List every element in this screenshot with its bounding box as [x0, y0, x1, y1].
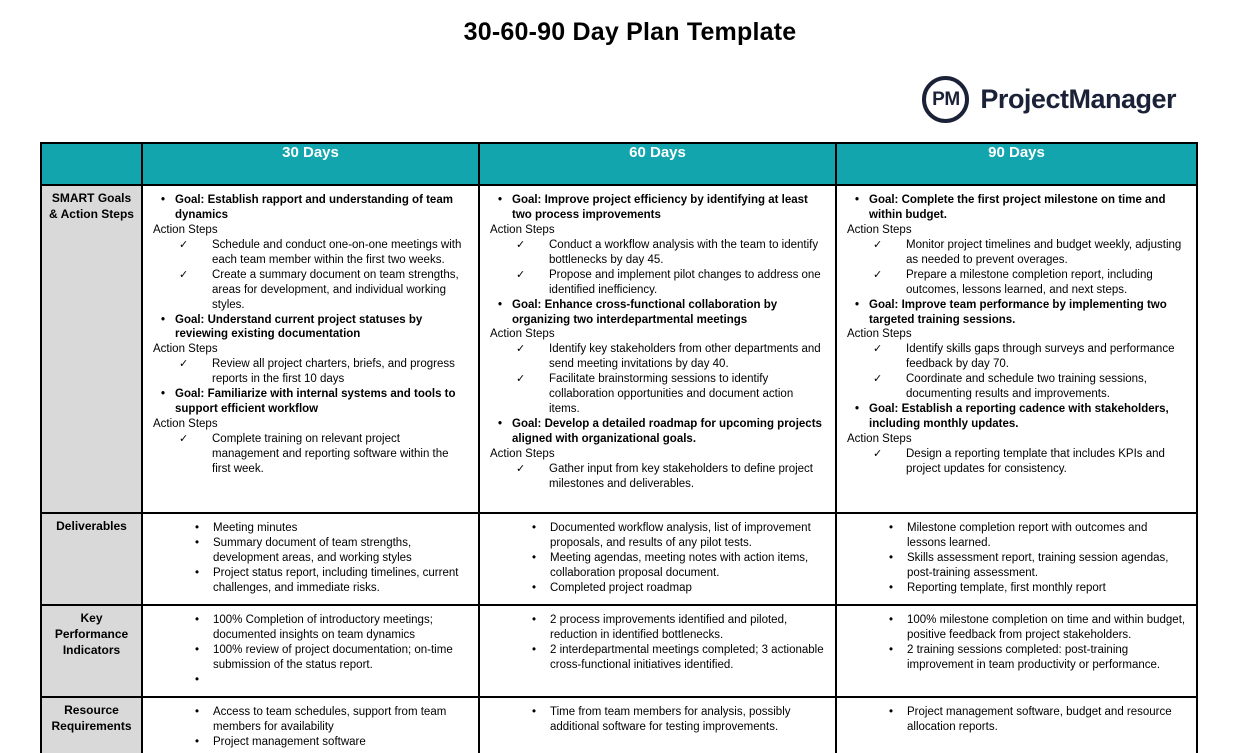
- action-step-item-text: Prepare a milestone completion report, including outcomes, lessons learned, and next steps.: [906, 268, 1153, 296]
- action-steps-label: Action Steps: [847, 433, 912, 445]
- list-item-text: Reporting template, first monthly report: [907, 581, 1106, 594]
- list-item: [195, 643, 468, 673]
- cell-kpi-90: [836, 605, 1197, 697]
- check-icon: ✓: [873, 343, 883, 356]
- bullet-icon: •: [195, 522, 200, 534]
- list-item-text: Completed project roadmap: [550, 581, 692, 594]
- list-item-text: 2 training sessions completed: post-training improvement in team productivity or performance.: [907, 643, 1161, 671]
- action-step-item-text: Facilitate brainstorming sessions to identify collaboration opportunities and document action items.: [549, 373, 794, 416]
- table-row-resources: [41, 697, 1197, 753]
- list-item-text: 2 process improvements identified and piloted, reduction in identified bottlenecks.: [550, 614, 788, 641]
- action-step-item: [873, 268, 1186, 298]
- action-step-item: [179, 238, 468, 268]
- list-item: [195, 613, 468, 643]
- cell-kpi-60: [479, 605, 836, 697]
- action-steps-label: Action Steps: [490, 223, 555, 236]
- action-step-item-text: Review all project charters, briefs, and progress reports in the first 10 days: [212, 358, 455, 386]
- action-step-item: [179, 432, 468, 477]
- bullet-icon: •: [498, 418, 503, 431]
- goal-item-text: Goal: Improve team performance by implementing two targeted training sessions.: [869, 298, 1167, 326]
- bullet-icon: •: [889, 706, 894, 718]
- bullet-icon: •: [532, 706, 537, 718]
- list-item-text: Documented workflow analysis, list of improvement proposals, and results of any pilot tests.: [550, 522, 811, 549]
- action-step-item: [516, 342, 825, 372]
- action-steps-label: Action Steps: [153, 418, 218, 431]
- list-item: [532, 521, 825, 551]
- check-icon: ✓: [516, 462, 526, 475]
- bullet-icon: •: [498, 298, 503, 311]
- list-item: [889, 551, 1186, 581]
- bullet-icon: •: [889, 614, 894, 626]
- action-steps-label: Action Steps: [490, 447, 555, 460]
- bullet-icon: •: [532, 522, 537, 534]
- goal-item: [855, 402, 1186, 432]
- check-icon: ✓: [179, 433, 189, 445]
- cell-resources-90: [836, 697, 1197, 753]
- list-item: [532, 551, 825, 581]
- list-item-text: Time from team members for analysis, possibly additional software for testing improvements.: [550, 706, 791, 733]
- header-row: [41, 143, 1197, 185]
- list-item: [532, 613, 825, 643]
- list-item-text: 100% milestone completion on time and within budget, positive feedback from project stakeholders.: [907, 614, 1186, 641]
- row-label-deliverables: Deliverables: [41, 513, 142, 605]
- bullet-icon: •: [889, 551, 894, 564]
- goal-item-text: Goal: Improve project efficiency by identifying at least two process improvements: [512, 194, 808, 221]
- bullet-icon: •: [195, 673, 200, 686]
- page-title: 30-60-90 Day Plan Template: [463, 18, 797, 46]
- row-label-smart-goals: SMART Goals & Action Steps: [41, 185, 142, 513]
- list-item: [889, 643, 1186, 673]
- brand-name: ProjectManager: [980, 84, 1176, 114]
- goal-item: [498, 417, 825, 447]
- action-step-item: [873, 372, 1186, 402]
- list-item: [195, 673, 468, 688]
- check-icon: ✓: [516, 238, 526, 251]
- table-row-kpi: [41, 605, 1197, 697]
- action-step-item: [516, 268, 825, 298]
- cell-smart-90: [836, 185, 1197, 513]
- bullet-icon: •: [889, 581, 894, 594]
- list-item: [195, 735, 468, 750]
- goal-item-text: Goal: Enhance cross-functional collaboration by organizing two interdepartmental meetings: [512, 298, 778, 326]
- goal-item: [498, 298, 825, 328]
- bullet-icon: •: [195, 735, 200, 748]
- action-step-item-text: Schedule and conduct one-on-one meetings with each team member within the first two weeks.: [212, 238, 462, 266]
- goal-item: [855, 193, 1186, 223]
- bullet-icon: •: [532, 643, 537, 656]
- action-step-item-text: Create a summary document on team strengths, areas for development, and individual working styles.: [212, 268, 459, 311]
- header-60-days: 60 Days: [479, 143, 836, 185]
- list-item-text: 100% Completion of introductory meetings; documented insights on team dynamics: [213, 614, 433, 641]
- header-corner-cell: [41, 143, 142, 185]
- list-item: [889, 613, 1186, 643]
- action-step-item-text: Propose and implement pilot changes to address one identified inefficiency.: [549, 268, 821, 296]
- bullet-icon: •: [498, 194, 503, 206]
- cell-resources-60: [479, 697, 836, 753]
- bullet-icon: •: [855, 298, 860, 311]
- goal-item-text: Goal: Understand current project statuses by reviewing existing documentation: [175, 313, 423, 341]
- check-icon: ✓: [516, 373, 526, 386]
- check-icon: ✓: [873, 268, 883, 281]
- action-steps-label: Action Steps: [153, 223, 218, 236]
- list-item-text: Milestone completion report with outcomes and lessons learned.: [907, 522, 1148, 549]
- list-item: [195, 521, 468, 536]
- list-item-text: Meeting agendas, meeting notes with action items, collaboration proposal document.: [550, 551, 809, 579]
- check-icon: ✓: [179, 358, 189, 371]
- list-item-text: Skills assessment report, training session agendas, post-training assessment.: [907, 551, 1169, 579]
- action-step-item: [179, 268, 468, 313]
- list-item-text: Access to team schedules, support from team members for availability: [213, 706, 447, 733]
- bullet-icon: •: [855, 403, 860, 416]
- list-item: [532, 643, 825, 673]
- bullet-icon: •: [532, 581, 537, 594]
- action-step-item: [873, 342, 1186, 372]
- bullet-icon: •: [889, 522, 894, 534]
- cell-deliverables-30: [142, 513, 479, 605]
- action-step-item: [516, 462, 825, 492]
- pm-monogram-text: PM: [932, 88, 960, 110]
- table-row-smart-goals: [41, 185, 1197, 513]
- row-label-resources: Resource Requirements: [41, 697, 142, 753]
- list-item: [889, 521, 1186, 551]
- list-item-text: Project status report, including timelines, current challenges, and immediate risks.: [213, 566, 459, 594]
- action-steps-label: Action Steps: [847, 328, 912, 341]
- action-step-item: [516, 238, 825, 268]
- list-item: [889, 705, 1186, 735]
- goal-item-text: Goal: Familiarize with internal systems and tools to support efficient workflow: [175, 388, 456, 416]
- cell-resources-30: [142, 697, 479, 753]
- action-step-item: [179, 357, 468, 387]
- list-item-text: 2 interdepartmental meetings completed; 3 actionable cross-functional initiatives identified.: [550, 643, 824, 671]
- goal-item: [161, 387, 468, 417]
- goal-item: [161, 313, 468, 343]
- plan-table: [40, 142, 1198, 753]
- action-steps-label: Action Steps: [490, 328, 555, 341]
- action-step-item-text: Monitor project timelines and budget weekly, adjusting as needed to prevent overages.: [906, 238, 1182, 266]
- check-icon: ✓: [516, 343, 526, 356]
- table-row-deliverables: [41, 513, 1197, 605]
- list-item: [195, 705, 468, 735]
- action-step-item-text: Design a reporting template that includes KPIs and project updates for consistency.: [906, 447, 1165, 475]
- action-step-item-text: Gather input from key stakeholders to define project milestones and deliverables.: [549, 462, 814, 490]
- action-step-item-text: Identify key stakeholders from other departments and send meeting invitations by day 40.: [549, 343, 821, 371]
- goal-item: [161, 193, 468, 223]
- header-90-days: 90 Days: [836, 143, 1197, 185]
- goal-item: [498, 193, 825, 223]
- goal-item-text: Goal: Establish rapport and understanding of team dynamics: [175, 194, 453, 221]
- bullet-icon: •: [195, 566, 200, 579]
- list-item: [532, 705, 825, 735]
- bullet-icon: •: [855, 194, 860, 206]
- action-step-item-text: Coordinate and schedule two training sessions, documenting results and improvements.: [906, 373, 1148, 401]
- cell-deliverables-90: [836, 513, 1197, 605]
- check-icon: ✓: [873, 238, 883, 251]
- cell-smart-60: [479, 185, 836, 513]
- action-step-item: [516, 372, 825, 417]
- cell-smart-30: [142, 185, 479, 513]
- brand-logo: [922, 76, 1176, 123]
- action-step-item-text: Conduct a workflow analysis with the team to identify bottlenecks by day 45.: [549, 238, 819, 266]
- cell-deliverables-60: [479, 513, 836, 605]
- goal-item-text: Goal: Complete the first project milestone on time and within budget.: [869, 194, 1166, 221]
- action-step-item: [873, 447, 1186, 477]
- list-item-text: Project management software: [213, 735, 366, 748]
- action-steps-label: Action Steps: [847, 223, 912, 236]
- check-icon: ✓: [873, 447, 883, 460]
- row-label-kpi: Key Performance Indicators: [41, 605, 142, 697]
- list-item: [889, 581, 1186, 596]
- action-step-item: [873, 238, 1186, 268]
- bullet-icon: •: [195, 706, 200, 718]
- pm-monogram-icon: [922, 76, 969, 123]
- header-30-days: 30 Days: [142, 143, 479, 185]
- goal-item: [855, 298, 1186, 328]
- bullet-icon: •: [195, 643, 200, 656]
- list-item-text: 100% review of project documentation; on-time submission of the status report.: [213, 643, 453, 671]
- action-step-item-text: Complete training on relevant project management and reporting software within the first week.: [212, 433, 449, 475]
- check-icon: ✓: [516, 268, 526, 281]
- bullet-icon: •: [161, 194, 166, 206]
- list-item-text: Summary document of team strengths, development areas, and working styles: [213, 537, 412, 564]
- action-steps-label: Action Steps: [153, 343, 218, 356]
- list-item: [532, 581, 825, 596]
- bullet-icon: •: [161, 313, 166, 326]
- list-item-text: Project management software, budget and resource allocation reports.: [907, 706, 1172, 733]
- bullet-icon: •: [195, 614, 200, 626]
- list-item-text: Meeting minutes: [213, 522, 298, 534]
- goal-item-text: Goal: Develop a detailed roadmap for upcoming projects aligned with organizational goals.: [512, 418, 822, 445]
- cell-kpi-30: [142, 605, 479, 697]
- check-icon: ✓: [873, 373, 883, 386]
- bullet-icon: •: [889, 643, 894, 656]
- list-item-text: [213, 673, 468, 688]
- list-item: [195, 566, 468, 596]
- check-icon: ✓: [179, 238, 189, 251]
- bullet-icon: •: [532, 551, 537, 564]
- bullet-icon: •: [161, 388, 166, 401]
- list-item: [195, 536, 468, 566]
- check-icon: ✓: [179, 268, 189, 281]
- goal-item-text: Goal: Establish a reporting cadence with stakeholders, including monthly updates.: [869, 403, 1169, 431]
- bullet-icon: •: [195, 537, 200, 549]
- bullet-icon: •: [532, 614, 537, 626]
- action-step-item-text: Identify skills gaps through surveys and performance feedback by day 70.: [906, 343, 1175, 371]
